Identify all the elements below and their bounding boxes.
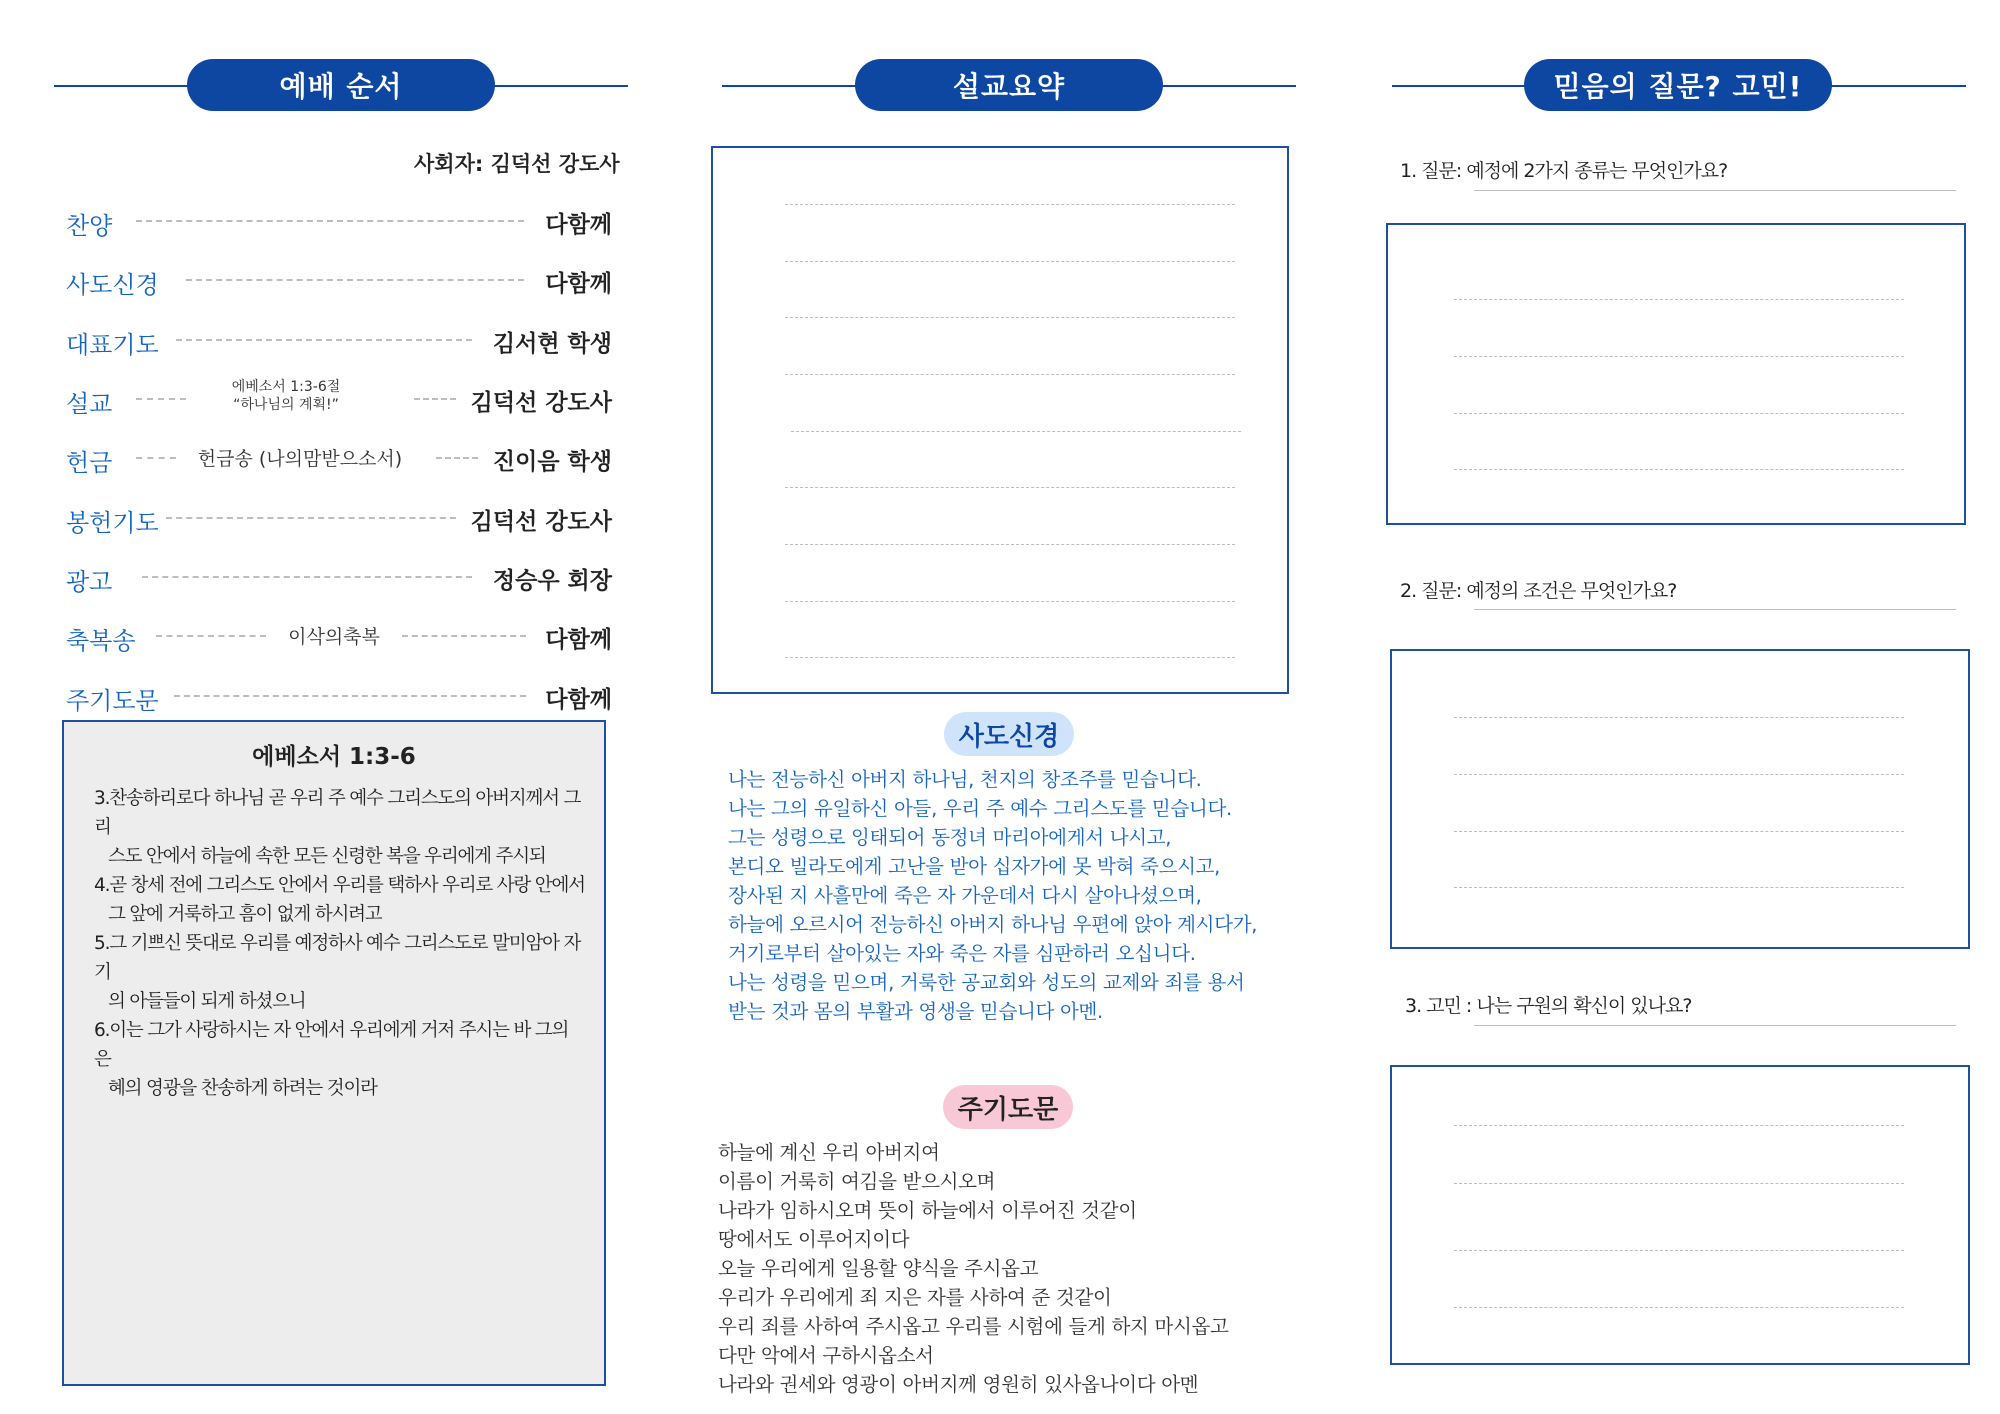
answer-box-1[interactable] — [1386, 223, 1966, 525]
note-line — [785, 657, 1235, 658]
worship-item-person: 진이음 학생 — [492, 449, 612, 475]
dotted-leader — [176, 339, 472, 341]
worship-item-label: 찬양 — [66, 212, 113, 240]
dotted-leader — [436, 457, 478, 459]
question-underline — [1474, 609, 1956, 610]
verse-line: 의 아들들이 되게 하셨으니 — [108, 991, 306, 1012]
creed-line: 받는 것과 몸의 부활과 영생을 믿습니다 아멘. — [728, 1000, 1103, 1023]
creed-line: 나는 전능하신 아버지 하나님, 천지의 창조주를 믿습니다. — [728, 768, 1202, 791]
verse-line: 혜의 영광을 찬송하게 하려는 것이라 — [108, 1078, 377, 1099]
note-line — [785, 261, 1235, 262]
note-line — [785, 487, 1235, 488]
header-rule-left-1 — [54, 85, 194, 87]
answer-box-2[interactable] — [1390, 649, 1970, 949]
worship-item-person: 다함께 — [545, 271, 612, 297]
sermon-passage: 에베소서 1:3-6절 — [231, 379, 341, 395]
answer-line — [1454, 887, 1904, 888]
worship-item-label: 헌금 — [66, 449, 113, 477]
dotted-leader — [174, 695, 526, 697]
offering-song: 헌금송 (나의맘받으소서) — [197, 448, 403, 470]
answer-line — [1454, 1307, 1904, 1308]
note-line — [785, 374, 1235, 375]
dotted-leader — [166, 517, 456, 519]
lords-prayer-text — [718, 1138, 1298, 1399]
dotted-leader — [136, 220, 524, 222]
answer-box-3[interactable] — [1390, 1065, 1970, 1365]
dotted-leader — [402, 635, 526, 637]
worship-item — [66, 615, 612, 655]
answer-line — [1454, 356, 1904, 357]
scripture-box — [62, 720, 606, 1386]
worship-item-person: 김덕선 강도사 — [470, 509, 612, 535]
worship-item — [66, 200, 612, 240]
verse-line: 6.이는 그가 사랑하시는 자 안에서 우리에게 거저 주시는 바 그의 은 — [94, 1020, 569, 1070]
question-underline — [1474, 1025, 1956, 1026]
worship-item-label: 광고 — [66, 568, 113, 596]
prayer-line: 우리 죄를 사하여 주시옵고 우리를 시험에 들게 하지 마시옵고 — [718, 1315, 1229, 1338]
worship-item — [66, 556, 612, 596]
worship-item-person: 다함께 — [545, 627, 612, 653]
creed-line: 나는 그의 유일하신 아들, 우리 주 예수 그리스도를 믿습니다. — [728, 797, 1232, 820]
worship-item-person: 다함께 — [545, 687, 612, 713]
note-line — [785, 204, 1235, 205]
answer-line — [1454, 717, 1904, 718]
worship-item — [66, 497, 612, 537]
creed-line: 장사된 지 사흘만에 죽은 자 가운데서 다시 살아나셨으며, — [728, 884, 1202, 907]
worship-item — [66, 259, 612, 299]
verse-line: 3.찬송하리로다 하나님 곧 우리 주 예수 그리스도의 아버지께서 그리 — [94, 788, 581, 838]
dotted-leader — [136, 398, 186, 400]
dotted-leader — [186, 279, 524, 281]
prayer-line: 하늘에 계신 우리 아버지여 — [718, 1141, 940, 1164]
lords-prayer-title: 주기도문 — [943, 1085, 1073, 1129]
note-line — [785, 601, 1235, 602]
answer-line — [1454, 413, 1904, 414]
sermon-title: “하나님의 계획!” — [233, 397, 339, 413]
dotted-leader — [414, 398, 456, 400]
worship-item-person: 김덕선 강도사 — [470, 390, 612, 416]
blessing-song: 이삭의축복 — [288, 626, 380, 648]
creed-line: 나는 성령을 믿으며, 거룩한 공교회와 성도의 교제와 죄를 용서 — [728, 971, 1245, 994]
prayer-line: 우리가 우리에게 죄 지은 자를 사하여 준 것같이 — [718, 1286, 1112, 1309]
verse-line: 5.그 기쁘신 뜻대로 우리를 예정하사 예수 그리스도로 말미암아 자기 — [94, 933, 581, 983]
header-rule-left-3 — [1392, 85, 1532, 87]
worship-item-label: 봉헌기도 — [66, 509, 159, 537]
verse-line: 4.곧 창세 전에 그리스도 안에서 우리를 택하사 우리로 사랑 안에서 — [94, 875, 585, 896]
header-rule-right-2 — [1160, 85, 1296, 87]
dotted-leader — [156, 635, 266, 637]
creed-title: 사도신경 — [944, 712, 1074, 756]
worship-item-person: 정승우 회장 — [492, 568, 612, 594]
header-rule-right-3 — [1830, 85, 1966, 87]
prayer-line: 땅에서도 이루어지이다 — [718, 1228, 910, 1251]
answer-line — [1454, 1125, 1904, 1126]
faith-questions-header: 믿음의 질문? 고민! — [1524, 59, 1832, 111]
creed-line: 거기로부터 살아있는 자와 죽은 자를 심판하러 오십니다. — [728, 942, 1196, 965]
question-1: 1. 질문: 예정에 2가지 종류는 무엇인가요? — [1400, 160, 1728, 182]
answer-line — [1454, 1250, 1904, 1251]
sermon-reference — [206, 378, 366, 414]
service-leader: 사회자: 김덕선 강도사 — [414, 152, 620, 176]
header-rule-right-1 — [492, 85, 628, 87]
prayer-line: 나라와 권세와 영광이 아버지께 영원히 있사옵나이다 아멘 — [718, 1373, 1199, 1396]
dotted-leader — [142, 576, 472, 578]
answer-line — [1454, 831, 1904, 832]
worship-item-label: 축복송 — [66, 627, 136, 655]
worship-order-header: 예배 순서 — [187, 59, 495, 111]
worship-item-person: 김서현 학생 — [492, 331, 612, 357]
apostles-creed-text — [728, 765, 1298, 1026]
worship-item-label: 사도신경 — [66, 271, 159, 299]
creed-line: 하늘에 오르시어 전능하신 아버지 하나님 우편에 앉아 계시다가, — [728, 913, 1258, 936]
header-rule-left-2 — [722, 85, 862, 87]
note-line — [791, 431, 1241, 432]
scripture-verse — [94, 784, 588, 871]
sermon-summary-header: 설교요약 — [855, 59, 1163, 111]
prayer-line: 다만 악에서 구하시옵소서 — [718, 1344, 934, 1367]
answer-line — [1454, 774, 1904, 775]
prayer-line: 이름이 거룩히 여김을 받으시오며 — [718, 1170, 996, 1193]
answer-line — [1454, 469, 1904, 470]
question-3: 3. 고민 : 나는 구원의 확신이 있나요? — [1405, 995, 1692, 1017]
worship-item-label: 설교 — [66, 390, 113, 418]
answer-line — [1454, 299, 1904, 300]
scripture-verse — [94, 871, 588, 929]
creed-line: 본디오 빌라도에게 고난을 받아 십자가에 못 박혀 죽으시고, — [728, 855, 1221, 878]
worship-item-label: 주기도문 — [66, 687, 159, 715]
note-line — [785, 544, 1235, 545]
prayer-line: 나라가 임하시오며 뜻이 하늘에서 이루어진 것같이 — [718, 1199, 1137, 1222]
worship-item-label: 대표기도 — [66, 331, 159, 359]
question-2: 2. 질문: 예정의 조건은 무엇인가요? — [1400, 580, 1677, 602]
scripture-title: 에베소서 1:3-6 — [252, 744, 416, 770]
verse-line: 스도 안에서 하늘에 속한 모든 신령한 복을 우리에게 주시되 — [108, 846, 546, 867]
creed-line: 그는 성령으로 잉태되어 동정녀 마리아에게서 나시고, — [728, 826, 1172, 849]
question-underline — [1474, 190, 1956, 191]
prayer-line: 오늘 우리에게 일용할 양식을 주시옵고 — [718, 1257, 1039, 1280]
sermon-notes-area[interactable] — [711, 146, 1289, 694]
scripture-verse — [94, 929, 588, 1016]
note-line — [785, 317, 1235, 318]
dotted-leader — [136, 457, 176, 459]
answer-line — [1454, 1183, 1904, 1184]
worship-item-person: 다함께 — [545, 212, 612, 238]
worship-item — [66, 378, 612, 418]
verse-line: 그 앞에 거룩하고 흠이 없게 하시려고 — [108, 904, 382, 925]
scripture-verses — [94, 784, 588, 1103]
worship-item — [66, 675, 612, 715]
worship-item — [66, 437, 612, 477]
worship-item — [66, 319, 612, 359]
scripture-verse — [94, 1016, 588, 1103]
